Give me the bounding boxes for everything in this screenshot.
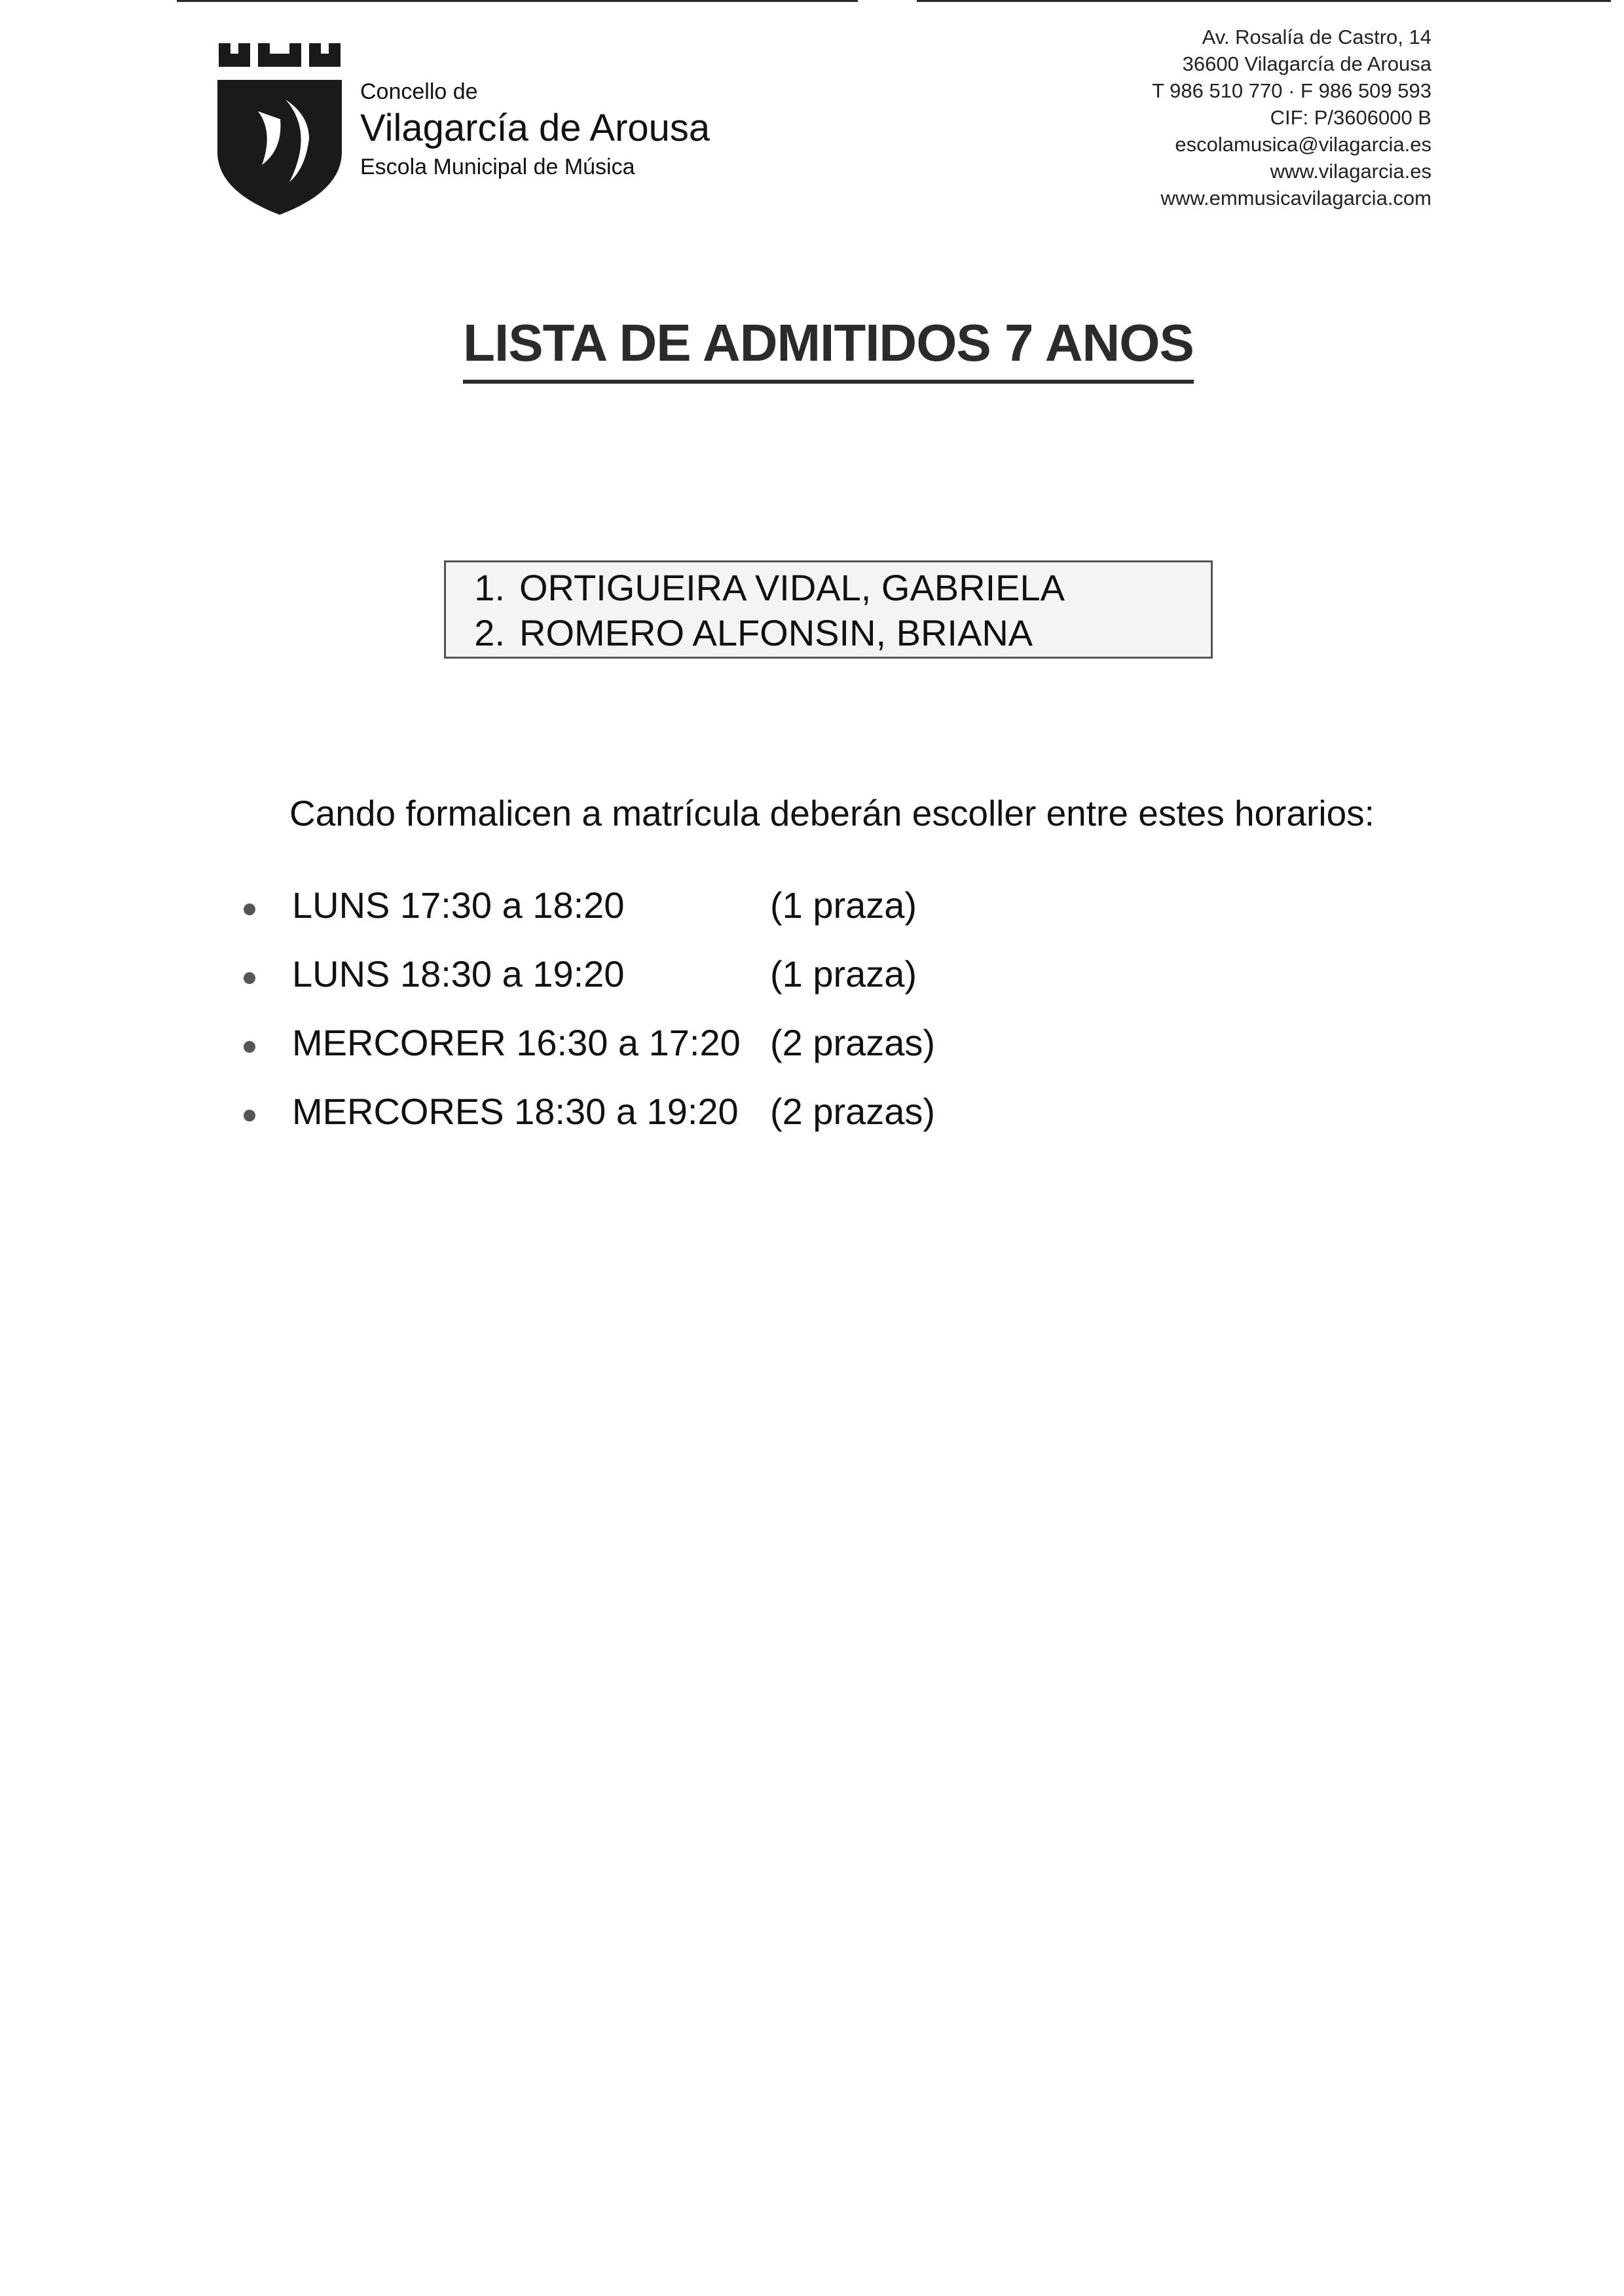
list-item <box>446 565 1211 610</box>
email-line: escolamusica@vilagarcia.es <box>1175 133 1431 156</box>
schedule-places: (2 prazas) <box>770 1022 936 1063</box>
list-item <box>446 610 1211 655</box>
bullet-icon <box>244 1041 255 1053</box>
schedule-time: MERCORES 18:30 a 19:20 <box>292 1091 739 1132</box>
bullet-icon <box>244 1110 255 1121</box>
bullet-icon <box>244 972 255 984</box>
scan-edge-line <box>917 0 1611 2</box>
school-website-line: www.emmusicavilagarcia.com <box>1160 187 1431 210</box>
schedule-time: LUNS 18:30 a 19:20 <box>292 953 625 994</box>
scan-edge-line <box>177 0 858 2</box>
title-text: LISTA DE ADMITIDOS 7 ANOS <box>463 313 1194 384</box>
admitted-name: ROMERO ALFONSIN, BRIANA <box>519 612 1033 653</box>
admitted-list-box <box>444 560 1213 659</box>
admitted-name: ORTIGUEIRA VIDAL, GABRIELA <box>519 567 1065 608</box>
schedule-time: MERCORER 16:30 a 17:20 <box>292 1022 741 1063</box>
phone-fax-line: T 986 510 770 · F 986 509 593 <box>1152 79 1431 102</box>
cif-line: CIF: P/3606000 B <box>1270 106 1431 129</box>
contact-block <box>1152 24 1431 211</box>
coat-of-arms-logo-icon <box>217 34 342 216</box>
schedule-time: LUNS 17:30 a 18:20 <box>292 884 625 926</box>
bullet-icon <box>244 903 255 915</box>
website-line: www.vilagarcia.es <box>1270 160 1431 183</box>
address-line: Av. Rosalía de Castro, 14 <box>1202 26 1431 48</box>
item-number: 2. <box>474 612 505 653</box>
organization-block <box>360 77 710 183</box>
schedule-places: (1 praza) <box>770 884 917 926</box>
schedule-places: (1 praza) <box>770 953 917 994</box>
school-name: Escola Municipal de Música <box>360 155 635 179</box>
postal-line: 36600 Vilagarcía de Arousa <box>1182 52 1431 75</box>
document-title <box>0 313 1624 384</box>
item-number: 1. <box>474 567 505 608</box>
org-name: Vilagarcía de Arousa <box>360 107 710 149</box>
org-prefix: Concello de <box>360 79 478 104</box>
instructions-text: Cando formalicen a matrícula deberán escoller entre estes horarios: <box>289 793 1375 833</box>
schedule-places: (2 prazas) <box>770 1091 936 1132</box>
